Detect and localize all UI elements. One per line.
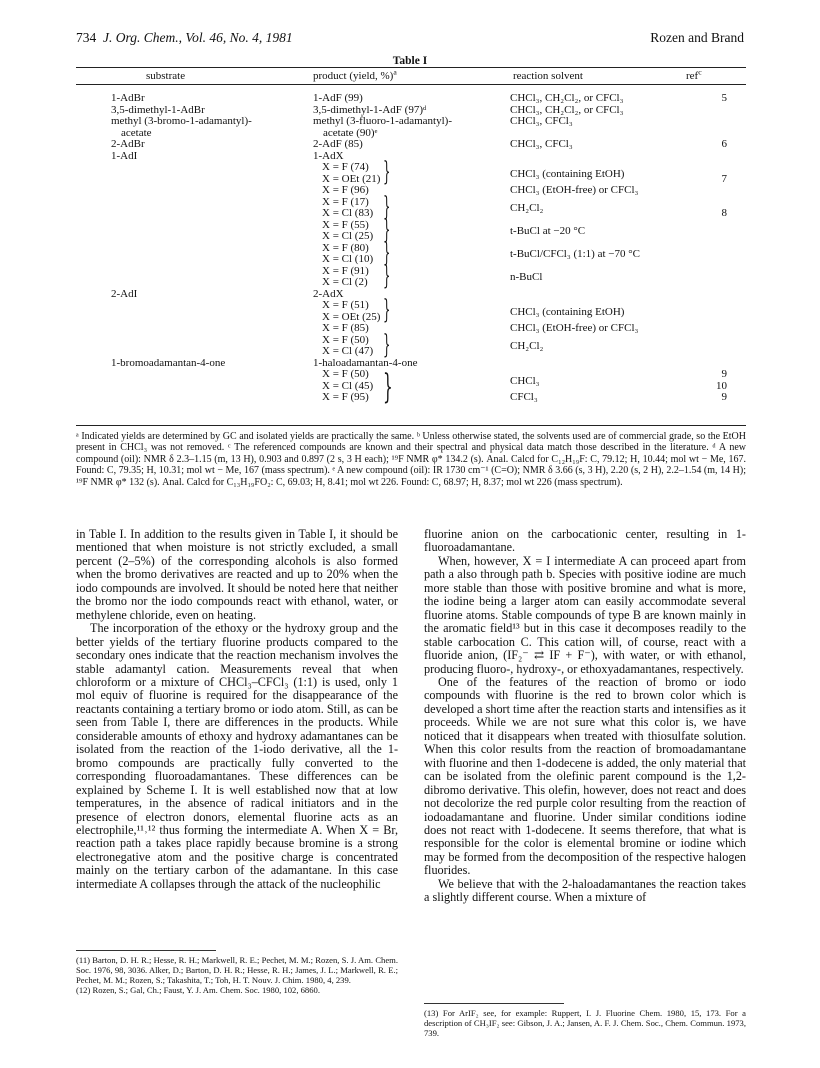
table-cell-ref: 6 [721,138,727,150]
col-header-product: product (yield, %)$^a$ [313,67,397,82]
table-cell-product: 2-AdF (85) [313,138,363,150]
table-cell-solvent: CHCl₃ [510,374,540,387]
table-top-rule [76,67,746,68]
table-cell-product: X = F (50) [322,333,369,346]
running-header [76,30,293,46]
table-cell-solvent: CHCl₃, CFCl₃ [510,115,573,127]
brace: } [383,367,393,407]
paragraph: fluorine anion on the carbocationic center, resulting in 1-fluoroadamantane. [424,527,746,555]
table-cell-product: X = F (74) [322,161,369,173]
table-cell-substrate: methyl (3-bromo-1-adamantyl)- [111,115,252,127]
paragraph: (13) For ArIF₂ see, for example: Ruppert, I. J. Fluorine Chem. 1980, 15, 173. For a description of CH₃IF₂ see: Gibson, J. A.; Jansen, A. F. J. Chem. Soc., Chem. Commun. 1973, 739. [424,1008,746,1039]
table-cell-ref: 5 [721,92,727,104]
table-cell-solvent: CHCl₃ (EtOH-free) or CFCl₃ [510,322,639,334]
author-names: Rozen and Brand [650,30,744,45]
table-cell-product: X = Cl (10) [322,253,374,265]
table-cell-product: X = F (55) [322,218,369,231]
brace: } [383,191,391,222]
paragraph: (12) Rozen, S.; Gal, Ch.; Faust, Y. J. Am. Chem. Soc. 1980, 102, 6860. [76,985,320,996]
page-number: 734 [76,30,97,45]
table-cell-substrate: 1-bromoadamantan-4-one [111,356,226,369]
table-cell-solvent: t-BuCl/CFCl₃ (1:1) at −70 °C [510,248,640,260]
paragraph: The incorporation of the ethoxy or the hydroxy group and the better yields of the tertiary fluorine products compared to the secondary ones indicate that the reaction mechanism involves the stable adamantyl cation. Measurements reveal that when chloroform or a mixture of CHCl₃–CFCl₃ (1:1) is used, only 1 mol equiv of fluorine is required for the disappearance of the reactants containing a tertiary bromo or iodo atom. Still, as can be seen from Table I, there are differences in the products. While considerable amounts of ethoxy and hydroxy adamantanes can be isolated from the reaction of the 1-iodo derivative, all the 1-bromo compounds are practically fully converted to the corresponding fluoroadamantanes. These differences can be explained by Scheme I. It is well established now that at low temperatures, in the absence of radical initiators and in the presence of electron donors, elemental fluorine acts as an electrophile,¹¹˒¹² thus forming the intermediate A. When X = Br, reaction path a takes place rapidly because bromine is a strong electronegative atom and the positive charge is concentrated mainly on the tertiary carbon of the adamantane. In this case intermediate A collapses through the attack of the nucleophilic [76,621,398,891]
table-cell-substrate: 2-AdI [111,287,138,300]
table-cell-solvent: CHCl₃, CH₂Cl₂, or CFCl₃ [510,92,624,104]
table-bottom-rule [76,425,746,426]
table-cell-product: X = Cl (25) [322,230,374,242]
table-cell-product: X = F (91) [322,264,369,277]
table-cell-solvent: CHCl₃, CH₂Cl₂, or CFCl₃ [510,103,624,116]
brace: } [383,260,391,291]
table-cell-product: 3,5-dimethyl-1-AdF (97)ᵈ [313,103,427,116]
table-cell-product: X = F (95) [322,391,369,403]
left-footnote-rule [76,950,216,951]
table-cell-solvent: CHCl₃, CFCl₃ [510,138,573,150]
col-header-substrate: substrate [146,70,186,82]
left-column-text [76,528,398,891]
table-cell-product: 2-AdX [313,287,344,300]
table-cell-ref: 9 [721,368,727,380]
table-cell-solvent: CH₂Cl₂ [510,202,544,214]
table-cell-product: X = F (96) [322,184,369,196]
paragraph: One of the features of the reaction of bromo or iodo compounds with fluorine is the red to brown color which is developed a short time after the reaction starts and intensifies as it proceeds. While we are not sure what this color is, we have noticed that it disappears when treated with thiosulfate solution. When this color results from the reaction of bromoadamantane with fluorine and then 1-dodecene is added, the only material that can be isolated from the olefinic parent compound is the 1,2-dibromo derivative. This olefin, however, does not react and does not decolorize the red purple color resulting from the reaction of iodoadamantane and fluorine. Under similar conditions iodine does not react with 1-dodecene. It seems therefore, that what is responsible for the color is elemental bromine or iodine which may be formed from the decomposition of the respective halogen fluorides. [424,674,746,878]
table-cell-substrate: 1-AdBr [111,92,145,104]
col-header-ref: ref$^c$ [686,67,702,82]
table-cell-product: X = F (85) [322,322,369,334]
brace: } [383,157,391,187]
table-header-rule [76,84,746,85]
table-cell-product: X = OEt (25) [322,310,381,323]
table-cell-product: methyl (3-fluoro-1-adamantyl)- [313,115,452,127]
table-cell-solvent: t-BuCl at −20 °C [510,225,586,237]
brace: } [383,214,391,245]
table-cell-product: 1-AdX [313,149,344,162]
table-cell-product: X = OEt (21) [322,172,381,185]
col-header-solvent: reaction solvent [513,70,583,82]
table-cell-ref: 7 [721,172,727,185]
table-cell-product: X = Cl (47) [322,345,374,357]
left-references [76,955,398,995]
table-cell-solvent: CH₂Cl₂ [510,340,544,352]
table-cell-product: X = F (80) [322,241,369,254]
table-cell-product: X = Cl (45) [322,379,374,392]
right-footnote-rule [424,1003,564,1004]
table-cell-ref: 8 [721,207,727,219]
paragraph: in Table I. In addition to the results given in Table I, it should be mentioned that when moisture is not strictly excluded, a small percent (2–5%) of the corresponding alcohols is also formed when the bromo derivatives are reacted and up to 20% when the iodo compounds are involved. It should be noted here that neither the bromo nor the iodo compounds react with ethanol, water, or methylene chloride, even on heating. [76,527,398,622]
table-cell-ref: 10 [716,379,727,392]
table-cell-product: 1-haloadamantan-4-one [313,356,418,369]
paragraph: We believe that with the 2-haloadamantanes the reaction takes a slightly different course. When a mixture of [424,876,746,905]
table-cell-substrate: 3,5-dimethyl-1-AdBr [111,103,205,116]
table-cell-ref: 9 [721,391,727,403]
table-cell-product: 1-AdF (99) [313,92,363,104]
brace: } [383,237,391,268]
table-cell-solvent: CHCl₃ (containing EtOH) [510,167,625,180]
table-cell-solvent: CHCl₃ (containing EtOH) [510,305,625,318]
table-cell-product: X = F (50) [322,368,369,380]
table-cell-substrate: acetate [121,126,152,139]
table-cell-product: X = Cl (2) [322,276,368,288]
table-footnotes: ᵃ Indicated yields are determined by GC and isolated yields are practically the same. ᵇ Unless otherwise stated, the solvents used are of commercial grade, so the EtOH present in CHCl₃ was not removed. ᶜ The referenced compounds are known and their spectral and physical data match those described in the literature. ᵈ A new compound (oil): NMR δ 2.3–1.15 (m, 13 H), 0.903 and 0.897 (2 s, 3 H each); ¹⁹F NMR φ* 134.2 (s). Anal. Calcd for C₁₂H₁₉F: C, 79.12; H, 10.44; mol wt − Me, 167. Found: C, 79.35; H, 10.31; mol wt − Me, 167 (mass spectrum). ᵉ A new compound (oil): IR 1730 cm⁻¹ (C=O); NMR δ 3.66 (s, 3 H), 2.20 (s, 2 H), 2.2–1.54 (m, 14 H); ¹⁹F NMR φ* 132 (s). Anal. Calcd for C₁₃H₁₉FO₂: C, 69.03; H, 8.41; mol wt 226. Found: C, 68.97; H, 8.37; mol wt 226 (mass spectrum). [76,431,746,488]
brace: } [383,329,391,360]
table-cell-product: X = F (51) [322,299,369,311]
table-cell-product: acetate (90)ᵉ [323,126,378,139]
table-cell-solvent: n-BuCl [510,271,543,283]
paragraph: (11) Barton, D. H. R.; Hesse, R. H.; Markwell, R. E.; Pechet, M. M.; Rozen, S. J. Am. Chem. Soc. 1976, 98, 3036. Alker, D.; Barton, D. H. R.; Hesse, R. H.; James, J. L.; Markwell, R. E.; Pechet, M. M.; Rozen, S.; Takashita, T.; Toh, H. T. Nouv. J. Chim. 1980, 4, 239. [76,955,398,986]
table-cell-solvent: CFCl₃ [510,391,538,403]
table-cell-substrate: 1-AdI [111,149,138,162]
table-cell-product: X = Cl (83) [322,207,374,219]
brace: } [383,295,391,325]
right-references [424,1008,746,1038]
right-column-text [424,528,746,905]
table-cell-product: X = F (17) [322,195,369,208]
table-cell-solvent: CHCl₃ (EtOH-free) or CFCl₃ [510,184,639,196]
journal-citation: J. Org. Chem., Vol. 46, No. 4, 1981 [103,30,293,45]
table-cell-substrate: 2-AdBr [111,138,145,150]
paragraph: When, however, X = I intermediate A can proceed apart from path a also through path b. Species with positive iodine are much more stable than those with positive bromine and what is more, the iodine being a larger atom can easily accommodate several fluorine atoms. Stable compounds of type B are known mainly in the aromatic field¹³ but in this case it decomposes readily to the stable carbocation C. This cation will, of course, react with a fluoride anion, (IF₂⁻ ⇄ IF + F⁻), with water, or with ethanol, producing fluoro-, hydroxy-, or ethoxyadamantanes, respectively. [424,553,746,676]
table-caption: Table I [392,55,428,67]
